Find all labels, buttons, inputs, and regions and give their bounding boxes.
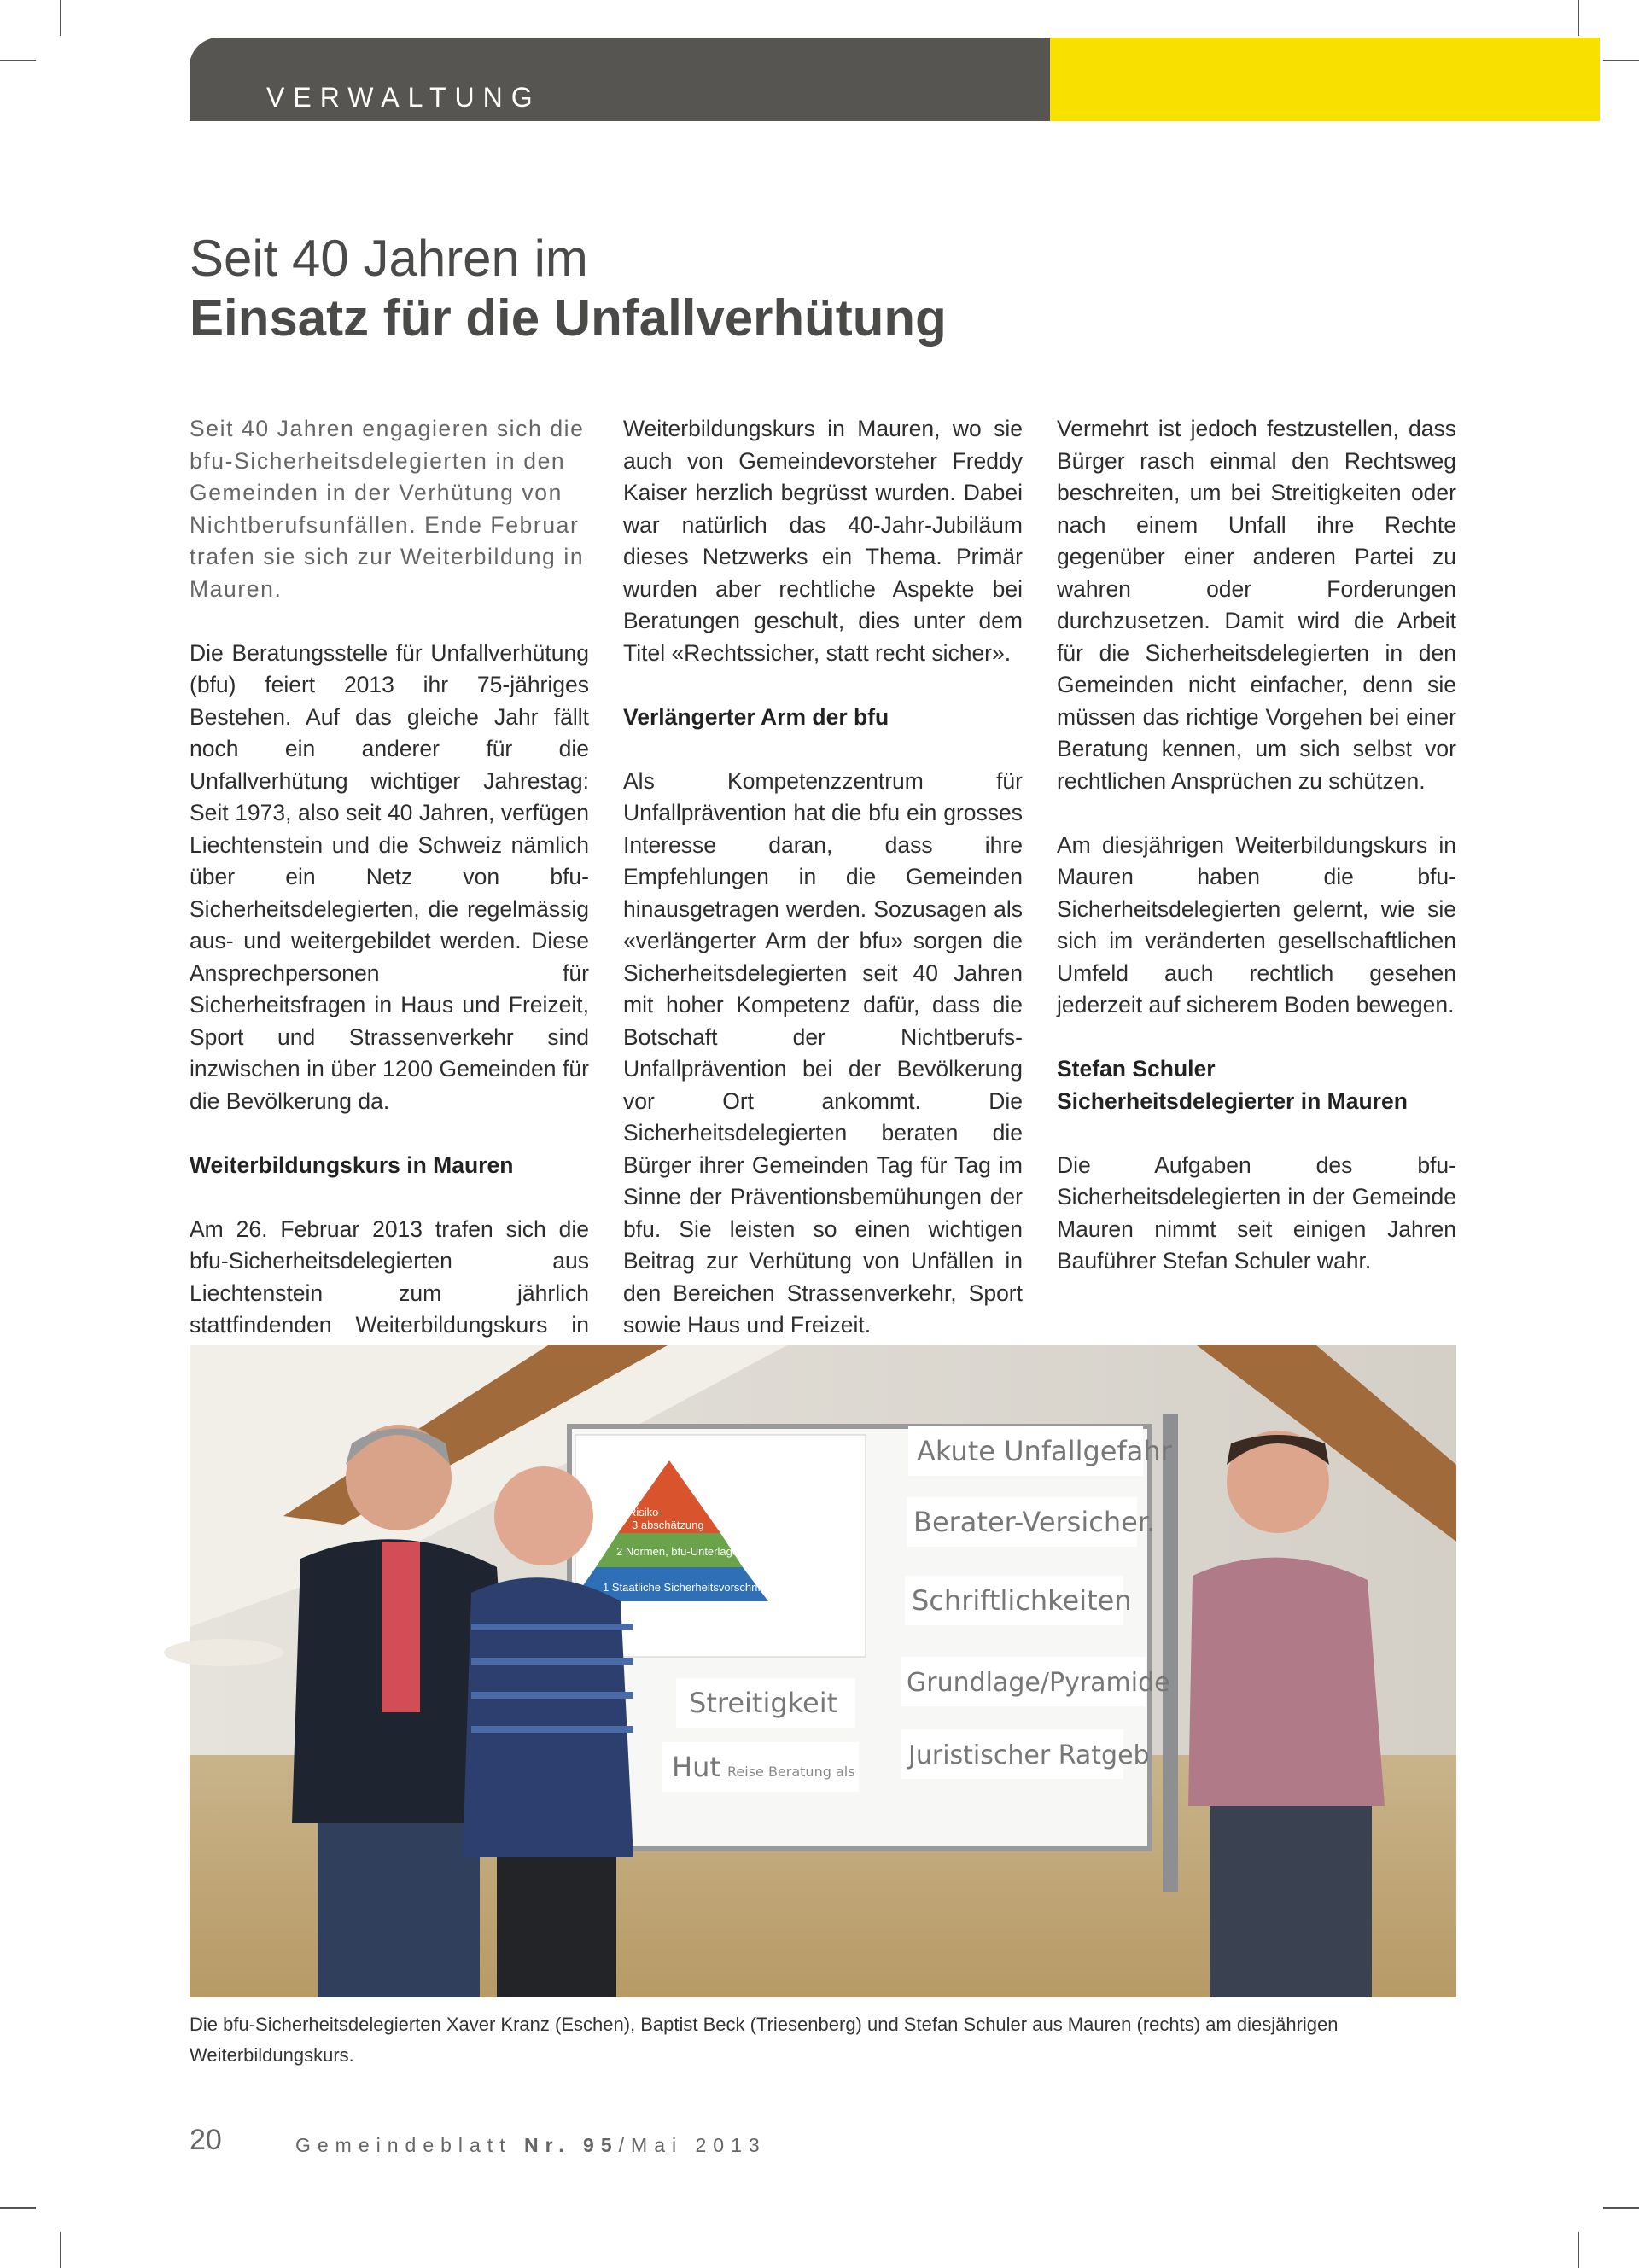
board-card-text: Grundlage/Pyramide — [907, 1668, 1170, 1698]
issue-number: Nr. 95 — [523, 2134, 619, 2156]
crop-mark — [0, 2207, 36, 2209]
page-number: 20 — [190, 2124, 222, 2156]
publication-name: Gemeindeblatt — [295, 2134, 512, 2156]
pyramid-label: 1 Staatliche Sicherheitsvorschriften — [603, 1581, 777, 1594]
crop-mark — [60, 0, 61, 36]
crop-mark — [1578, 0, 1579, 36]
board-card-note: Reise Beratung als — [727, 1764, 855, 1780]
article-photo — [190, 1345, 1456, 1997]
subheading-name: Stefan Schuler — [1057, 1056, 1216, 1082]
article-column-3 — [1057, 413, 1456, 1309]
subheading-role: Sicherheitsdelegierter in Mauren — [1057, 1087, 1408, 1114]
article-subheading: Weiterbildungskurs in Mauren — [190, 1151, 514, 1178]
article-title-line2: Einsatz für die Unfallverhütung — [190, 289, 947, 347]
board-card-text: Streitigkeit — [689, 1687, 838, 1719]
article-lead: Seit 40 Jahren engagieren sich die bfu-Sicherheitsdelegierten in den Gemeinden in der Verhütung von Nichtberufsunfällen. Ende Februar trafen sie sich zur Weiterbildung in Mauren. — [190, 416, 585, 602]
article-column-2 — [623, 413, 1023, 1373]
article-column-1 — [190, 413, 589, 1338]
crop-mark — [1603, 2207, 1639, 2209]
photo-caption: Die bfu-Sicherheitsdelegierten Xaver Kranz (Eschen), Baptist Beck (Triesenberg) und Stefan Schuler aus Mauren (rechts) am diesjährigen Weiterbildungskurs. — [190, 2014, 1339, 2066]
board-stand — [1163, 1414, 1178, 1892]
crop-mark — [1603, 60, 1639, 61]
article-paragraph: Am diesjährigen Weiterbildungskurs in Mauren haben die bfu-Sicherheitsdelegierten gelernt, wie sie sich im veränderten gesellschaftlichen Umfeld auch rechtlich gesehen jederzeit auf sicherem Boden bewegen. — [1057, 831, 1456, 1017]
section-band-accent — [1050, 38, 1600, 121]
board-card-text: Hut — [672, 1751, 720, 1783]
article-paragraph: Am 26. Februar 2013 trafen sich die bfu-Sicherheitsdelegierten aus Liechtenstein zum jährlich stattfindenden Weiterbildungskurs in — [190, 1216, 589, 1338]
crop-mark — [0, 60, 36, 61]
board-card-text: Berater-Versicher. — [913, 1506, 1156, 1538]
pyramid-label: 2 Normen, bfu-Unterlagen — [616, 1545, 745, 1558]
table — [164, 1639, 283, 1666]
board-card-text: Akute Unfallgefahr — [917, 1435, 1172, 1467]
pyramid-label: 3 abschätzung — [632, 1519, 704, 1531]
crop-mark — [60, 2232, 61, 2268]
article-paragraph: Die Beratungsstelle für Unfallverhütung (bfu) feiert 2013 ihr 75-jähriges Bestehen. Auf das gleiche Jahr fällt noch ein anderer für die Unfallverhütung wichtiger Jahrestag: Seit 1973, also seit 40 Jahren, verfügen Liechtenstein und die Schweiz nämlich über ein Netz von bfu-Sicherheitsdelegierten, die regelmässig aus- und weitergebildet werden. Diese Ansprechpersonen für Sicherheitsfragen in Haus und Freizeit, Sport und Strassenverkehr sind inzwischen in über 1200 Gemeinden für die Bevölkerung da. — [190, 639, 589, 1114]
section-label: VERWALTUNG — [266, 82, 541, 113]
crop-mark — [1578, 2232, 1579, 2268]
publication-line — [295, 2134, 767, 2157]
article-paragraph: Als Kompetenzzentrum für Unfallprävention hat die bfu ein grosses Interesse daran, dass ihre Empfehlungen in die Gemeinden hinausgetragen werden. Sozusagen als «verlängerter Arm der bfu» sorgen die Sicherheitsdelegierten seit 40 Jahren mit hoher Kompetenz dafür, dass die Botschaft der Nichtberufs-Unfallprävention bei der Bevölkerung vor Ort ankommt. Die Sicherheitsdelegierten beraten die Bürger ihrer Gemeinden Tag für Tag im Sinne der Präventionsbemühungen der bfu. Sie leisten so einen wichtigen Beitrag zur Verhütung von Unfällen in den Bereichen Strassenverkehr, Sport sowie Haus und Freizeit. — [623, 767, 1023, 1338]
article-paragraph-continued: Weiterbildungskurs in Mauren, wo sie auch von Gemeindevorsteher Freddy Kaiser herzlich begrüsst wurden. Dabei war natürlich das 40-Jahr-Jubiläum dieses Netzwerks ein Thema. Primär wurden aber rechtliche Aspekte bei Beratungen geschult, dies unter dem Titel «Rechtssicher, statt recht sicher». — [623, 416, 1023, 666]
article-paragraph: Die Aufgaben des bfu-Sicherheitsdelegierten in der Gemeinde Mauren nimmt seit einigen Jahren Bauführer Stefan Schuler wahr. — [1057, 1151, 1456, 1274]
article-title-line1: Seit 40 Jahren im — [190, 230, 588, 287]
article-paragraph: Vermehrt ist jedoch festzustellen, dass Bürger rasch einmal den Rechtsweg beschreiten, um bei Streitigkeiten oder nach einem Unfall ihre Rechte gegenüber einer anderen Partei zu wahren oder Forderungen durchzusetzen. Damit wird die Arbeit für die Sicherheitsdelegierten in den Gemeinden nicht einfacher, denn sie müssen das richtige Vorgehen bei einer Beratung kennen, um sich selbst vor rechtlichen Ansprüchen zu schützen. — [1057, 416, 1456, 794]
board-card-text: Schriftlichkeiten — [912, 1584, 1132, 1617]
photo-illustration — [190, 1345, 1456, 1997]
article-subheading: Verlängerter Arm der bfu — [623, 703, 889, 730]
article-subheading — [1057, 1053, 1456, 1117]
pyramid-label: Risiko- — [628, 1506, 662, 1519]
issue-date: /Mai 2013 — [618, 2134, 767, 2156]
board-card-text: Juristischer Ratgeb — [908, 1740, 1150, 1770]
